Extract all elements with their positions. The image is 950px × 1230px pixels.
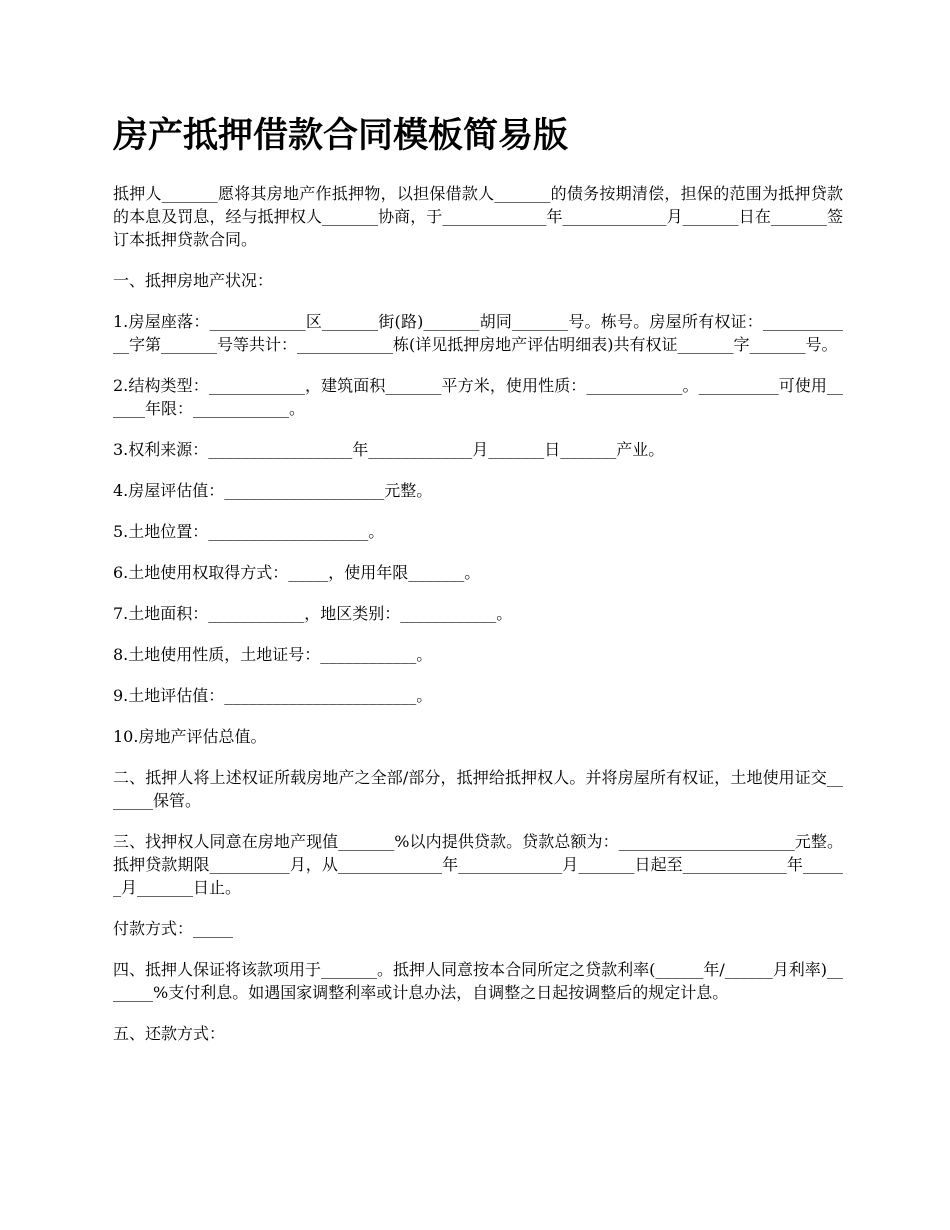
clause-6-land-acquisition: 6.土地使用权取得方式：_____，使用年限_______。 <box>113 563 481 582</box>
payment-method: 付款方式：_____ <box>113 919 234 938</box>
section-5-repayment: 五、还款方式： <box>113 1024 226 1043</box>
clause-2-structure-type: 2.结构类型：____________，建筑面积_______平方米，使用性质：____________。__________可使用______年限：____________。 <box>113 376 843 418</box>
section-4-interest: 四、抵押人保证将该款项用于_______。抵押人同意按本合同所定之贷款利率(______年/______月利率)_______%支付利息。如遇国家调整利率或计息办法，自调整之日起按调整后的规定计息。 <box>113 960 843 1002</box>
clause-8-land-use: 8.土地使用性质，土地证号：____________。 <box>113 645 433 664</box>
clause-4-house-valuation: 4.房屋评估值：____________________元整。 <box>113 481 433 500</box>
clause-9-land-valuation: 9.土地评估值：________________________。 <box>113 686 433 705</box>
section-heading-1: 一、抵押房地产状况： <box>113 271 274 290</box>
paragraph-intro: 抵押人_______愿将其房地产作抵押物，以担保借款人_______的债务按期清偿，担保的范围为抵押贷款的本息及罚息，经与抵押权人_______协商，于_____________年_____________月_______日在_______签订本抵押贷款合同。 <box>113 184 843 249</box>
document-title: 房产抵押借款合同模板简易版 <box>113 115 569 156</box>
clause-5-land-location: 5.土地位置：____________________。 <box>113 522 385 541</box>
clause-10-total-valuation: 10.房地产评估总值。 <box>113 727 267 746</box>
section-2-mortgage: 二、抵押人将上述权证所载房地产之全部/部分，抵押给抵押权人。并将房屋所有权证，土地使用证交_______保管。 <box>113 768 843 810</box>
document-page <box>113 110 843 1063</box>
clause-7-land-area: 7.土地面积：____________，地区类别：____________。 <box>113 604 513 623</box>
clause-1-house-location: 1.房屋座落：____________区_______街(路)_______胡同_______号。栋号。房屋所有权证：____________字第_______号等共计：____________栋(详见抵押房地产评估明细表)共有权证_______字_______号。 <box>113 312 843 354</box>
section-3-loan: 三、找押权人同意在房地产现值_______%以内提供贷款。贷款总额为：______________________元整。抵押贷款期限__________月，从_____________年_____________月_______日起至_____________年______月_______日止。 <box>113 832 843 897</box>
clause-3-rights-source: 3.权利来源：__________________年_____________月_______日_______产业。 <box>113 440 665 459</box>
